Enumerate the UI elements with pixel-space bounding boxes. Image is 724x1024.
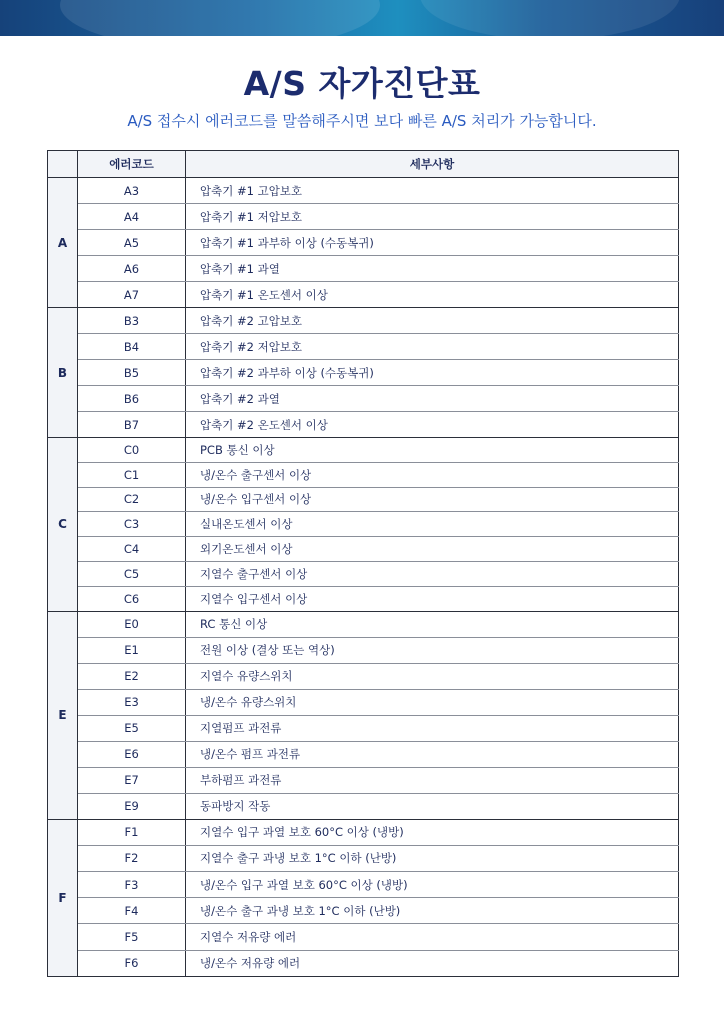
page-title: A/S 자가진단표 xyxy=(243,64,481,103)
error-code-cell: C4 xyxy=(78,537,186,562)
table-row xyxy=(48,360,679,386)
group-label: E xyxy=(48,611,78,819)
error-detail-cell: 냉/온수 입구센서 이상 xyxy=(186,487,679,512)
banner-wave-decoration xyxy=(420,0,680,36)
table-row xyxy=(48,537,679,562)
error-detail-cell: 지열수 입구 과열 보호 60°C 이상 (냉방) xyxy=(186,819,679,845)
group-label: F xyxy=(48,819,78,976)
error-detail-cell: 지열수 출구센서 이상 xyxy=(186,561,679,586)
error-code-cell: B3 xyxy=(78,308,186,334)
table-body xyxy=(48,178,679,977)
table-row xyxy=(48,845,679,871)
error-code-cell: E6 xyxy=(78,741,186,767)
table-row xyxy=(48,898,679,924)
error-detail-cell: 압축기 #1 과열 xyxy=(186,256,679,282)
error-code-cell: C6 xyxy=(78,586,186,611)
error-code-cell: B6 xyxy=(78,386,186,412)
error-detail-cell: 냉/온수 출구 과냉 보호 1°C 이하 (난방) xyxy=(186,898,679,924)
error-detail-cell: 동파방지 작동 xyxy=(186,793,679,819)
error-code-cell: F2 xyxy=(78,845,186,871)
error-code-table xyxy=(47,150,679,977)
error-code-cell: E5 xyxy=(78,715,186,741)
table-row xyxy=(48,282,679,308)
error-detail-cell: 지열수 출구 과냉 보호 1°C 이하 (난방) xyxy=(186,845,679,871)
error-detail-cell: 압축기 #2 고압보호 xyxy=(186,308,679,334)
header-error-code: 에러코드 xyxy=(78,151,186,178)
error-detail-cell: 지열펌프 과전류 xyxy=(186,715,679,741)
table-row xyxy=(48,715,679,741)
error-detail-cell: PCB 통신 이상 xyxy=(186,438,679,463)
error-detail-cell: 압축기 #2 과부하 이상 (수동복귀) xyxy=(186,360,679,386)
error-code-cell: A6 xyxy=(78,256,186,282)
error-detail-cell: 압축기 #1 고압보호 xyxy=(186,178,679,204)
error-code-cell: A7 xyxy=(78,282,186,308)
error-detail-cell: 압축기 #2 저압보호 xyxy=(186,334,679,360)
error-detail-cell: RC 통신 이상 xyxy=(186,611,679,637)
table-row xyxy=(48,204,679,230)
table-row xyxy=(48,689,679,715)
group-label: C xyxy=(48,438,78,612)
error-code-cell: E0 xyxy=(78,611,186,637)
banner-wave-decoration xyxy=(60,0,380,36)
table-row xyxy=(48,462,679,487)
table-row xyxy=(48,741,679,767)
table-row xyxy=(48,561,679,586)
error-detail-cell: 압축기 #2 온도센서 이상 xyxy=(186,412,679,438)
table-row xyxy=(48,230,679,256)
error-detail-cell: 전원 이상 (결상 또는 역상) xyxy=(186,637,679,663)
error-code-cell: E1 xyxy=(78,637,186,663)
table-row xyxy=(48,924,679,950)
page-subtitle: A/S 접수시 에러코드를 말씀해주시면 보다 빠른 A/S 처리가 가능합니다. xyxy=(127,112,597,130)
table-row xyxy=(48,512,679,537)
table-row xyxy=(48,438,679,463)
error-code-cell: F4 xyxy=(78,898,186,924)
error-detail-cell: 지열수 입구센서 이상 xyxy=(186,586,679,611)
table-row xyxy=(48,950,679,976)
error-detail-cell: 지열수 유량스위치 xyxy=(186,663,679,689)
table-row xyxy=(48,256,679,282)
error-code-cell: A3 xyxy=(78,178,186,204)
error-code-cell: E3 xyxy=(78,689,186,715)
error-detail-cell: 지열수 저유량 에러 xyxy=(186,924,679,950)
table-header-row xyxy=(48,151,679,178)
error-code-cell: B5 xyxy=(78,360,186,386)
error-detail-cell: 압축기 #2 과열 xyxy=(186,386,679,412)
table-row xyxy=(48,308,679,334)
header-group xyxy=(48,151,78,178)
error-detail-cell: 실내온도센서 이상 xyxy=(186,512,679,537)
table-row xyxy=(48,819,679,845)
error-detail-cell: 냉/온수 펌프 과전류 xyxy=(186,741,679,767)
error-detail-cell: 압축기 #1 온도센서 이상 xyxy=(186,282,679,308)
table-row xyxy=(48,487,679,512)
table-row xyxy=(48,637,679,663)
error-code-cell: C3 xyxy=(78,512,186,537)
error-detail-cell: 부하펌프 과전류 xyxy=(186,767,679,793)
error-code-cell: E7 xyxy=(78,767,186,793)
table-row xyxy=(48,334,679,360)
table-row xyxy=(48,178,679,204)
error-code-cell: E2 xyxy=(78,663,186,689)
group-label: B xyxy=(48,308,78,438)
table-row xyxy=(48,611,679,637)
top-banner xyxy=(0,0,724,36)
error-code-cell: C1 xyxy=(78,462,186,487)
table-row xyxy=(48,412,679,438)
table-row xyxy=(48,871,679,897)
error-code-cell: F1 xyxy=(78,819,186,845)
error-code-cell: E9 xyxy=(78,793,186,819)
table-row xyxy=(48,663,679,689)
error-code-cell: F5 xyxy=(78,924,186,950)
error-code-cell: F6 xyxy=(78,950,186,976)
error-code-cell: B7 xyxy=(78,412,186,438)
error-detail-cell: 압축기 #1 저압보호 xyxy=(186,204,679,230)
table-row xyxy=(48,586,679,611)
header-details: 세부사항 xyxy=(186,151,679,178)
error-code-cell: A4 xyxy=(78,204,186,230)
error-detail-cell: 압축기 #1 과부하 이상 (수동복귀) xyxy=(186,230,679,256)
error-detail-cell: 냉/온수 저유량 에러 xyxy=(186,950,679,976)
error-code-cell: A5 xyxy=(78,230,186,256)
table-row xyxy=(48,386,679,412)
error-detail-cell: 냉/온수 입구 과열 보호 60°C 이상 (냉방) xyxy=(186,871,679,897)
error-code-cell: C5 xyxy=(78,561,186,586)
error-code-cell: C2 xyxy=(78,487,186,512)
error-code-cell: C0 xyxy=(78,438,186,463)
group-label: A xyxy=(48,178,78,308)
error-detail-cell: 냉/온수 유량스위치 xyxy=(186,689,679,715)
error-detail-cell: 외기온도센서 이상 xyxy=(186,537,679,562)
error-detail-cell: 냉/온수 출구센서 이상 xyxy=(186,462,679,487)
error-code-cell: B4 xyxy=(78,334,186,360)
table-row xyxy=(48,767,679,793)
table-row xyxy=(48,793,679,819)
error-code-cell: F3 xyxy=(78,871,186,897)
